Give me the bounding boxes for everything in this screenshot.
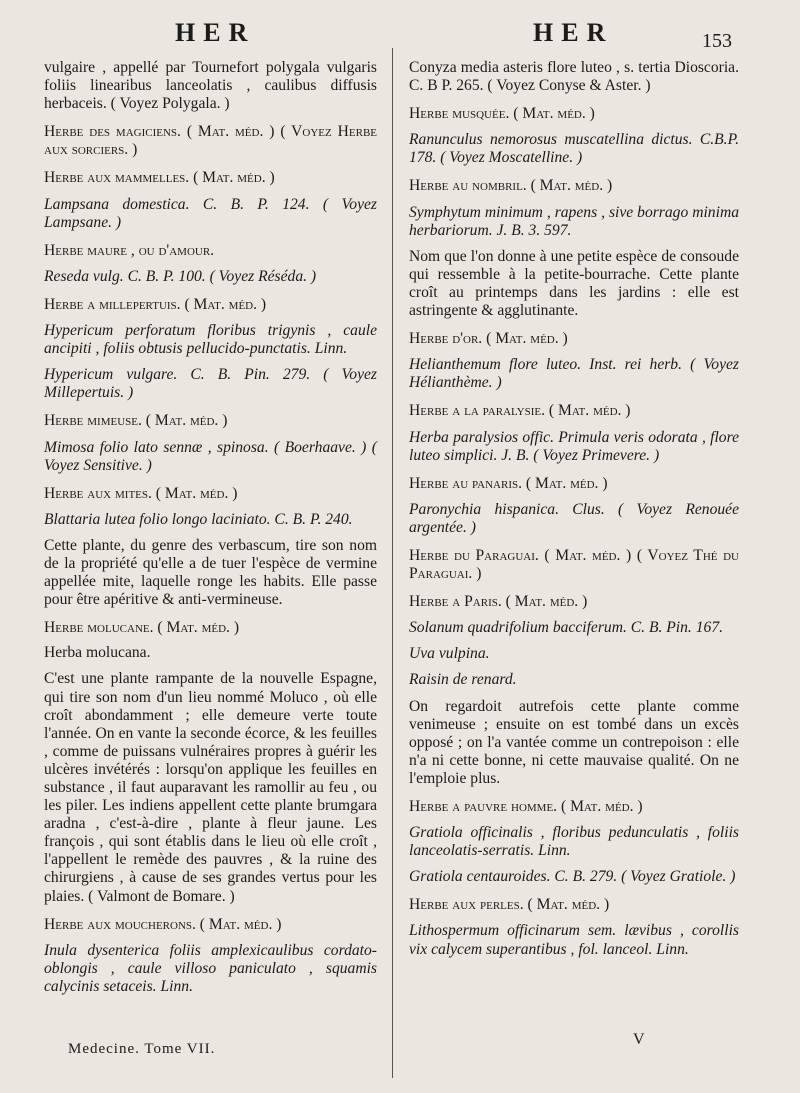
entry-paragraph: Cette plante, du genre des verbascum, tire son nom de la propriété qu'elle a de tuer l'espèce de vermine appellée mite, laquelle ronge les habits. Elle passe pour être apéritive & anti-vermineuse. <box>44 536 377 609</box>
page-number: 153 <box>702 30 732 52</box>
entry-paragraph: Paronychia hispanica. Clus. ( Voyez Renouée argentée. ) <box>409 500 739 536</box>
column-divider <box>392 48 393 1078</box>
left-column <box>44 52 377 996</box>
signature-mark: V <box>633 1031 645 1048</box>
entry-paragraph: C'est une plante rampante de la nouvelle Espagne, qui tire son nom d'un lieu nommé Moluco , où elle croît abondamment ; elle demeure verte toute l'année. On en vante la seconde écorce, & les feuilles , comme de puissans vulnéraires propres à guérir les ulcères invétérés : lorsqu'on applique les feuilles en substance , il faut auparavant les ramollir au feu , ou les piler. Les indiens appellent cette plante brumgara aradna , c'est-à-dire , plante à fleur jaune. Les françois , qui sont établis dans le lieu où elle croît , l'appellent le remède des pauvres , & la ruine des chirurgiens , à cause de ses grandes vertus pour les plaies. ( Valmont de Bomare. ) <box>44 670 377 905</box>
entry-paragraph: Helianthemum flore luteo. Inst. rei herb. ( Voyez Hélianthème. ) <box>409 356 739 392</box>
entry-heading: Herbe maure , ou d'amour. <box>44 241 215 259</box>
entry-paragraph: Raisin de renard. <box>409 671 517 689</box>
entry-paragraph: Mimosa folio lato sennæ , spinosa. ( Boerhaave. ) ( Voyez Sensitive. ) <box>44 438 377 474</box>
entry-heading: Herbe des magiciens. ( Mat. méd. ) ( Voyez Herbe aux sorciers. ) <box>44 123 377 159</box>
entry-heading: Herbe aux mammelles. ( Mat. méd. ) <box>44 169 275 187</box>
entry-paragraph: Lithospermum officinarum sem. lævibus , corollis vix calycem superantibus , fol. lanceol. Linn. <box>409 922 739 958</box>
entry-heading: Herbe aux mites. ( Mat. méd. ) <box>44 484 238 502</box>
right-column <box>409 52 739 959</box>
running-head-left: HER <box>175 18 256 47</box>
entry-paragraph: Ranunculus nemorosus muscatellina dictus. C.B.P. 178. ( Voyez Moscatelline. ) <box>409 131 739 167</box>
entry-paragraph: vulgaire , appellé par Tournefort polygala vulgaris foliis linearibus lanceolatis , caulibus diffusis herbaceis. ( Voyez Polygala. ) <box>44 59 377 113</box>
entry-paragraph: Uva vulpina. <box>409 645 490 663</box>
entry-paragraph: Gratiola officinalis , floribus pedunculatis , foliis lanceolatis-serratis. Linn. <box>409 824 739 860</box>
entry-heading: Herbe a millepertuis. ( Mat. méd. ) <box>44 295 267 313</box>
entry-paragraph: Herba molucana. <box>44 644 151 662</box>
entry-heading: Herbe au panaris. ( Mat. méd. ) <box>409 474 608 492</box>
entry-heading: Herbe a la paralysie. ( Mat. méd. ) <box>409 402 631 420</box>
entry-paragraph: Hypericum perforatum floribus trigynis , caule ancipiti , foliis obtusis pellucido-punctatis. Linn. <box>44 322 377 358</box>
entry-heading: Herbe d'or. ( Mat. méd. ) <box>409 330 568 348</box>
entry-paragraph: Solanum quadrifolium bacciferum. C. B. Pin. 167. <box>409 619 724 637</box>
entry-heading: Herbe aux perles. ( Mat. méd. ) <box>409 896 610 914</box>
entry-paragraph: Symphytum minimum , rapens , sive borrago minima herbariorum. J. B. 3. 597. <box>409 203 739 239</box>
entry-paragraph: Herba paralysios offic. Primula veris odorata , flore luteo simplici. J. B. ( Voyez Primevere. ) <box>409 428 739 464</box>
running-head-right: HER <box>533 18 614 47</box>
entry-heading: Herbe mimeuse. ( Mat. méd. ) <box>44 412 228 430</box>
entry-paragraph: Lampsana domestica. C. B. P. 124. ( Voyez Lampsane. ) <box>44 195 377 231</box>
entry-paragraph: Reseda vulg. C. B. P. 100. ( Voyez Réséda. ) <box>44 267 317 285</box>
entry-heading: Herbe aux moucherons. ( Mat. méd. ) <box>44 915 282 933</box>
footer-volume: Medecine. Tome VII. <box>68 1041 216 1057</box>
entry-heading: Herbe au nombril. ( Mat. méd. ) <box>409 177 613 195</box>
entry-heading: Herbe musquée. ( Mat. méd. ) <box>409 105 595 123</box>
entry-paragraph: Conyza media asteris flore luteo , s. tertia Dioscoria. C. B P. 265. ( Voyez Conyse & Aster. ) <box>409 59 739 95</box>
entry-heading: Herbe du Paraguai. ( Mat. méd. ) ( Voyez Thé du Paraguai. ) <box>409 546 739 583</box>
entry-paragraph: Hypericum vulgare. C. B. Pin. 279. ( Voyez Millepertuis. ) <box>44 366 377 402</box>
entry-heading: Herbe a pauvre homme. ( Mat. méd. ) <box>409 798 643 815</box>
entry-paragraph: Gratiola centauroides. C. B. 279. ( Voyez Gratiole. ) <box>409 868 736 886</box>
entry-heading: Herbe molucane. ( Mat. méd. ) <box>44 619 240 637</box>
entry-paragraph: On regardoit autrefois cette plante comme venimeuse ; ensuite on est tombé dans un excès opposé ; on l'a vantée comme un contrepoison : elle n'a ni cette bonne, ni cette mauvaise qualité. On ne l'emploie plus. <box>409 697 739 787</box>
entry-heading: Herbe a Paris. ( Mat. méd. ) <box>409 593 588 611</box>
entry-paragraph: Blattaria lutea folio longo laciniato. C. B. P. 240. <box>44 510 353 528</box>
entry-paragraph: Nom que l'on donne à une petite espèce de consoude qui ressemble à la petite-bourrache. Cette plante croît au printemps dans les jardins : elle est astringente & agglutinante. <box>409 247 739 320</box>
entry-paragraph: Inula dysenterica foliis amplexicaulibus cordato-oblongis , caule villoso paniculato , squamis calycinis setaceis. Linn. <box>44 941 377 995</box>
